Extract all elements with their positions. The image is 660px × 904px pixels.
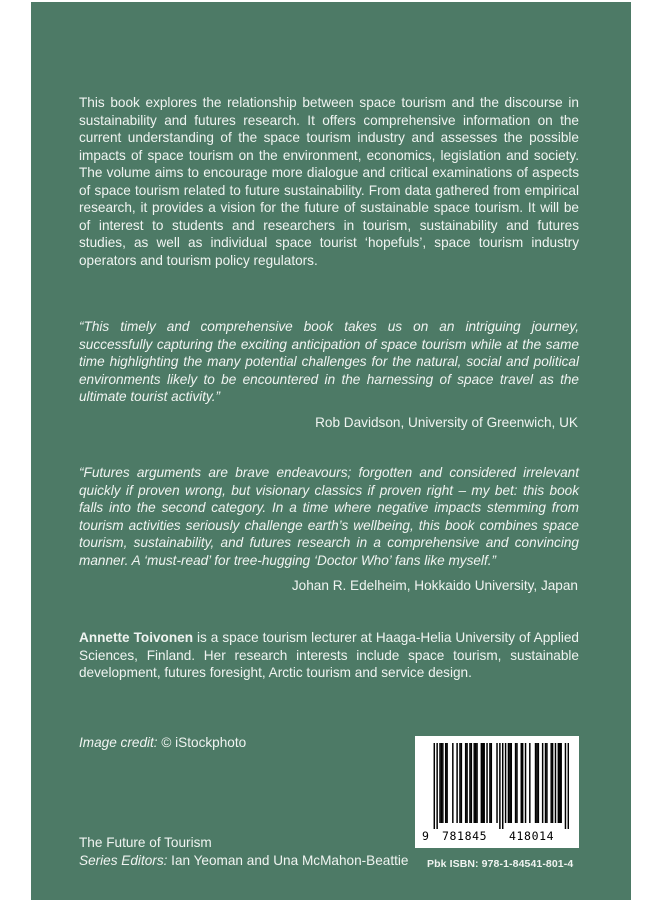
barcode-bar [542, 743, 543, 823]
barcode-guard-bar [434, 743, 435, 829]
barcode-bar [529, 743, 530, 823]
barcode-bar [505, 743, 506, 823]
barcode-bar [511, 743, 512, 823]
barcode-guard-bar [565, 743, 566, 829]
barcode-bar [452, 743, 453, 823]
series-editors-names: Ian Yeoman and Una McMahon-Beattie [167, 853, 409, 868]
barcode-bar [491, 743, 492, 823]
barcode-bar [522, 743, 523, 823]
series-editors-label: Series Editors: [79, 853, 168, 868]
review-quote-1 [79, 318, 579, 406]
barcode-first-digit: 9 [422, 829, 429, 843]
author-name: Annette Toivonen [79, 630, 193, 645]
author-bio [79, 629, 579, 682]
barcode [415, 736, 579, 848]
barcode-bar [473, 743, 474, 823]
barcode-bar [516, 743, 517, 823]
barcode-bar [461, 743, 462, 823]
barcode-bar [483, 743, 484, 823]
book-blurb: This book explores the relationship between space tourism and the discourse in sustainability and futures research. It offers comprehensive information on the current understanding of the space tourism industry and assesses the possible impacts of space tourism on the environment, economics, legislation and society. The volume aims to encourage more dialogue and critical examinations of aspects of space tourism related to future sustainability. From data gathered from empirical research, it provides a vision for the future of sustainable space tourism. It will be of interest to students and researchers in tourism, sustainability and futures studies, as well as individual space tourist ‘hopefuls’, space tourism industry operators and tourism policy regulators. [79, 95, 579, 268]
author-bio-text: is a space tourism lecturer at Haaga-Helia University of Applied Sciences, Finland. Her research interests include space tourism, sustainable development, futures foresight, Arctic tourism and service design. [79, 630, 579, 680]
barcode-bars [425, 743, 569, 829]
barcode-bar [442, 743, 443, 823]
barcode-bar [465, 743, 466, 823]
barcode-bar [515, 743, 516, 823]
barcode-bar [550, 743, 551, 823]
barcode-bar [459, 743, 460, 823]
barcode-bar [441, 743, 442, 823]
barcode-bar [545, 743, 546, 823]
barcode-bar [481, 743, 482, 823]
barcode-bar [536, 743, 537, 823]
barcode-bar [471, 743, 472, 823]
barcode-bar [559, 743, 560, 823]
isbn: Pbk ISBN: 978-1-84541-801-4 [427, 858, 574, 870]
barcode-bar [525, 743, 526, 823]
barcode-bar [509, 743, 510, 823]
barcode-bar [521, 743, 522, 823]
review-quote-2 [79, 464, 579, 569]
barcode-bar [552, 743, 553, 823]
image-credit-value: © iStockphoto [157, 735, 247, 750]
barcode-bar [466, 743, 467, 823]
barcode-digits [415, 829, 579, 845]
barcode-left-digits: 781845 [442, 829, 488, 843]
barcode-bar [476, 743, 477, 823]
barcode-guard-bar [502, 743, 503, 829]
barcode-bar [496, 743, 497, 823]
barcode-bar [446, 743, 447, 823]
barcode-bar [456, 743, 457, 823]
barcode-guard-bar [436, 743, 437, 829]
barcode-bar [445, 743, 446, 823]
barcode-bar [535, 743, 536, 823]
image-credit-label: Image credit: [79, 735, 158, 750]
barcode-right-digits: 418014 [509, 829, 555, 843]
barcode-bar [555, 743, 556, 823]
review-quote-1-text: “This timely and comprehensive book takes us on an intriguing journey, successfully capturing the exciting anticipation of space tourism while at the same time highlighting the many potential challenges for the natural, social and political environments likely to be encountered in the harnessing of space travel as the ultimate tourist activity.” [79, 319, 579, 404]
barcode-bar [538, 743, 539, 823]
barcode-bar [469, 743, 470, 823]
barcode-bar [475, 743, 476, 823]
barcode-bar [489, 743, 490, 823]
series-info [79, 834, 408, 870]
barcode-bar [508, 743, 509, 823]
image-credit [79, 734, 246, 752]
barcode-bar [546, 743, 547, 823]
barcode-bar [560, 743, 561, 823]
review-quote-1-attribution: Rob Davidson, University of Greenwich, UK [315, 415, 578, 430]
back-cover [31, 2, 631, 900]
series-title: The Future of Tourism [79, 835, 212, 850]
barcode-bar [482, 743, 483, 823]
barcode-bar [558, 743, 559, 823]
barcode-guard-bar [568, 743, 569, 829]
review-quote-2-attribution: Johan R. Edelheim, Hokkaido University, Japan [291, 578, 578, 593]
barcode-bar [486, 743, 487, 823]
series-editors [79, 852, 408, 870]
barcode-guard-bar [499, 743, 500, 829]
barcode-bar [439, 743, 440, 823]
review-quote-2-text: “Futures arguments are brave endeavours; forgotten and considered irrelevant quickly if proven wrong, but visionary classics if proven right – my bet: this book falls into the second category. In a time where negative impacts stemming from tourism activities seriously challenge earth’s wellbeing, this book combines space tourism, sustainability, and futures research in a comprehensive and convincing manner. A ‘must-read’ for tree-hugging ‘Doctor Who’ fans like myself.” [79, 465, 579, 568]
